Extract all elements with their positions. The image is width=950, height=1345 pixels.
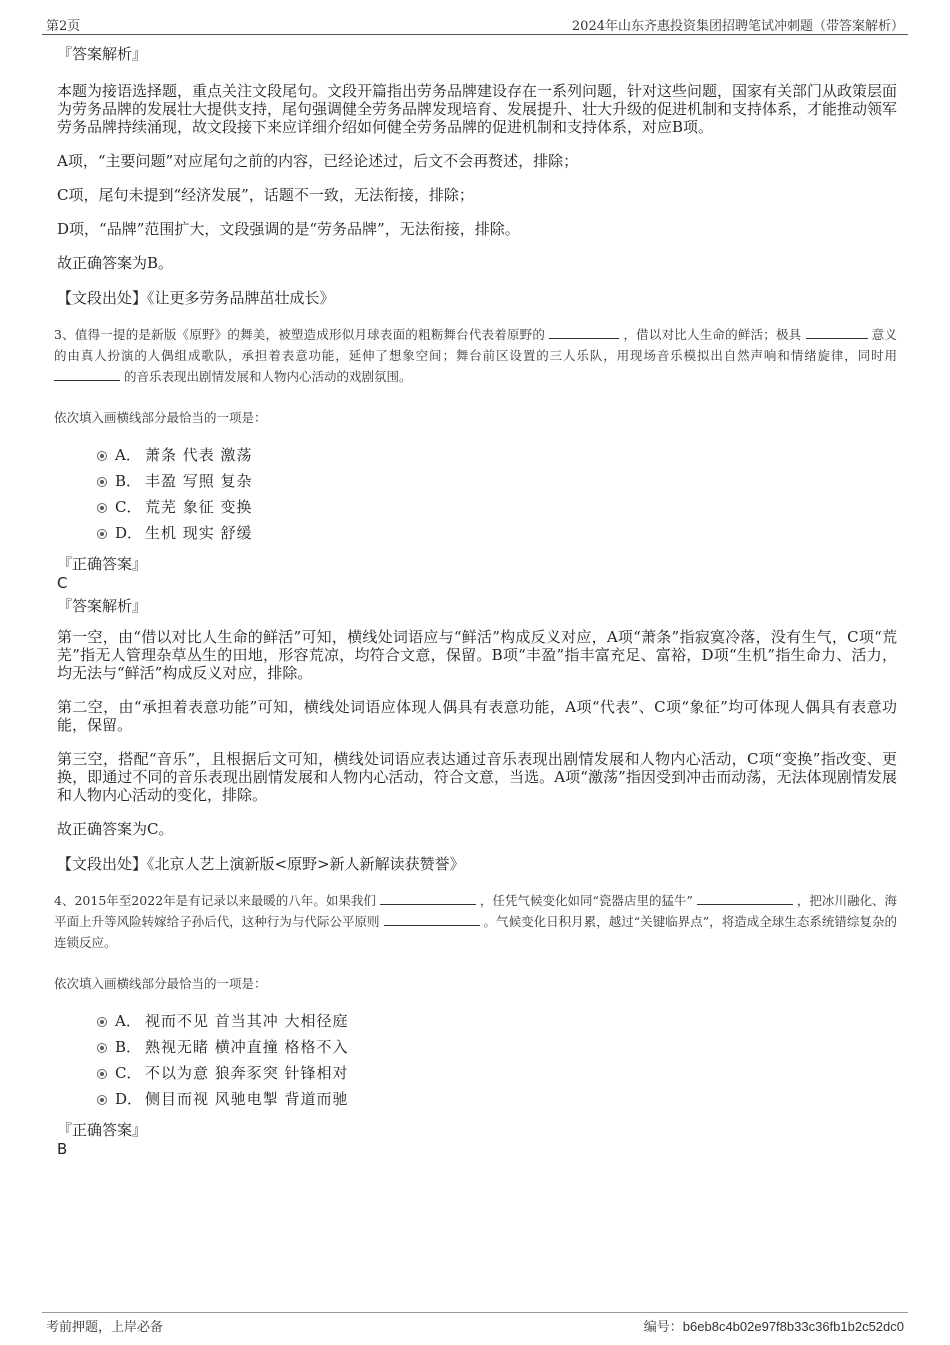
- radio-icon[interactable]: [97, 1069, 107, 1079]
- analysis-paragraph: 第三空，搭配“音乐”，且根据后文可知，横线处词语应表达通过音乐表现出剧情发展和人物内心活动，C项“变换”指改变、更换，即通过不同的音乐表现出剧情发展和人物内心活动，符合文意，当选。A项“激荡”指因受到冲击而动荡，无法体现剧情发展和人物内心活动的变化，排除。: [57, 750, 897, 804]
- correct-answer-label: 『正确答案』: [57, 1121, 148, 1139]
- option-letter: A．: [115, 446, 141, 464]
- document-title: 2024年山东齐惠投资集团招聘笔试冲刺题（带答案解析）: [571, 19, 904, 34]
- analysis-paragraph: 第二空，由“承担着表意功能”可知，横线处词语应体现人偶具有表意功能，A项“代表”、C项“象征”均可体现人偶具有表意功能，保留。: [57, 698, 897, 734]
- option-text: 侧目而视 风驰电掣 背道而驰: [145, 1090, 349, 1108]
- question-text: ，借以对比人生命的鲜活；极具: [623, 327, 802, 342]
- question-prompt: 依次填入画横线部分最恰当的一项是：: [54, 976, 267, 991]
- option-d[interactable]: [97, 523, 897, 549]
- option-text: 萧条 代表 激荡: [145, 446, 253, 464]
- analysis-conclusion: 故正确答案为C。: [57, 820, 174, 838]
- footer-note: 考前押题，上岸必备: [46, 1320, 164, 1335]
- question-text: 3、值得一提的是新版《原野》的舞美，被塑造成形似月球表面的粗粝舞台代表着原野的: [54, 327, 546, 342]
- option-b[interactable]: [97, 1037, 897, 1063]
- question-4-stem: [54, 890, 897, 953]
- option-a[interactable]: [97, 445, 897, 471]
- option-letter: A．: [115, 1012, 141, 1030]
- analysis-label: 『答案解析』: [57, 45, 148, 63]
- question-text: ，把冰川融化、海平面上升等风险转嫁给子孙后代，这种行为与代际公平原则: [54, 893, 897, 929]
- option-b[interactable]: [97, 471, 897, 497]
- question-text: 意义的由真人扮演的人偶组成歌队，承担着表意功能，延伸了想象空间；舞台前区设置的三人乐队，用现场音乐模拟出自然声响和情绪旋律，同时用: [54, 327, 897, 363]
- source-citation: 【文段出处】《让更多劳务品牌茁壮成长》: [57, 289, 335, 307]
- analysis-label: 『答案解析』: [57, 597, 148, 615]
- radio-icon[interactable]: [97, 1017, 107, 1027]
- correct-answer-value: C: [57, 574, 68, 592]
- question-text: 4、2015年至2022年是有记录以来最暖的八年。如果我们: [54, 893, 376, 908]
- page-footer: [42, 1312, 908, 1335]
- question-3-stem: [54, 324, 897, 387]
- question-text: 的音乐表现出剧情发展和人物内心活动的戏剧氛围。: [123, 369, 412, 384]
- option-c[interactable]: [97, 1063, 897, 1089]
- question-text: ，任凭气候变化如同“瓷器店里的猛牛”: [479, 893, 693, 908]
- option-text: 生机 现实 舒缓: [145, 524, 253, 542]
- radio-icon[interactable]: [97, 529, 107, 539]
- analysis-paragraph: A项，“主要问题”对应尾句之前的内容，已经论述过，后文不会再赘述，排除；: [57, 152, 579, 170]
- code-value: b6eb8c4b02e97f8b33c36fb1b2c52dc0: [682, 1319, 904, 1334]
- blank-line: [54, 367, 120, 381]
- option-letter: B．: [115, 1038, 142, 1056]
- option-a[interactable]: [97, 1011, 897, 1037]
- option-letter: C．: [115, 1064, 142, 1082]
- analysis-paragraph: D项，“品牌”范围扩大，文段强调的是“劳务品牌”，无法衔接，排除。: [57, 220, 520, 238]
- page-content: [54, 44, 898, 1162]
- analysis-paragraph: C项，尾句未提到“经济发展”，话题不一致，无法衔接，排除；: [57, 186, 474, 204]
- radio-icon[interactable]: [97, 477, 107, 487]
- document-code: [644, 1316, 904, 1335]
- question-3-options: [97, 445, 897, 549]
- radio-icon[interactable]: [97, 451, 107, 461]
- analysis-conclusion: 故正确答案为B。: [57, 254, 174, 272]
- option-text: 不以为意 狼奔豕突 针锋相对: [145, 1064, 349, 1082]
- question-text: 。气候变化日积月累，越过“关键临界点”，将造成全球生态系统错综复杂的连锁反应。: [54, 914, 897, 950]
- radio-icon[interactable]: [97, 1095, 107, 1105]
- blank-line: [384, 912, 480, 926]
- option-text: 熟视无睹 横冲直撞 格格不入: [145, 1038, 349, 1056]
- page-number: 第2页: [46, 19, 81, 34]
- option-text: 视而不见 首当其冲 大相径庭: [145, 1012, 349, 1030]
- radio-icon[interactable]: [97, 503, 107, 513]
- option-letter: B．: [115, 472, 142, 490]
- option-letter: D．: [115, 524, 143, 542]
- option-c[interactable]: [97, 497, 897, 523]
- blank-line: [380, 891, 476, 905]
- option-letter: D．: [115, 1090, 143, 1108]
- question-prompt: 依次填入画横线部分最恰当的一项是：: [54, 410, 267, 425]
- option-text: 丰盈 写照 复杂: [145, 472, 253, 490]
- analysis-paragraph: 第一空，由“借以对比人生命的鲜活”可知，横线处词语应与“鲜活”构成反义对应，A项“萧条”指寂寞冷落，没有生气，C项“荒芜”指无人管理杂草丛生的田地，形容荒凉，均符合文意，保留。B项“丰盈”指丰富充足、富裕，D项“生机”指生命力、活力，均无法与“鲜活”构成反义对应，排除。: [57, 628, 897, 682]
- correct-answer-value: B: [57, 1140, 68, 1158]
- option-letter: C．: [115, 498, 142, 516]
- option-d[interactable]: [97, 1089, 897, 1115]
- analysis-paragraph: 本题为接语选择题，重点关注文段尾句。文段开篇指出劳务品牌建设存在一系列问题，针对这些问题，国家有关部门从政策层面为劳务品牌的发展壮大提供支持，尾句强调健全劳务品牌发现培育、发展提升、壮大升级的促进机制和支持体系，才能推动领军劳务品牌持续涌现，故文段接下来应详细介绍如何健全劳务品牌的促进机制和支持体系，对应B项。: [57, 82, 898, 136]
- blank-line: [549, 325, 619, 339]
- blank-line: [697, 891, 793, 905]
- code-label: 编号：: [643, 1320, 683, 1335]
- source-citation: 【文段出处】《北京人艺上演新版<原野>新人新解读获赞誉》: [57, 855, 465, 873]
- question-4-options: [97, 1011, 897, 1115]
- blank-line: [806, 325, 868, 339]
- correct-answer-label: 『正确答案』: [57, 555, 148, 573]
- option-text: 荒芜 象征 变换: [145, 498, 253, 516]
- page-header: [42, 12, 908, 35]
- radio-icon[interactable]: [97, 1043, 107, 1053]
